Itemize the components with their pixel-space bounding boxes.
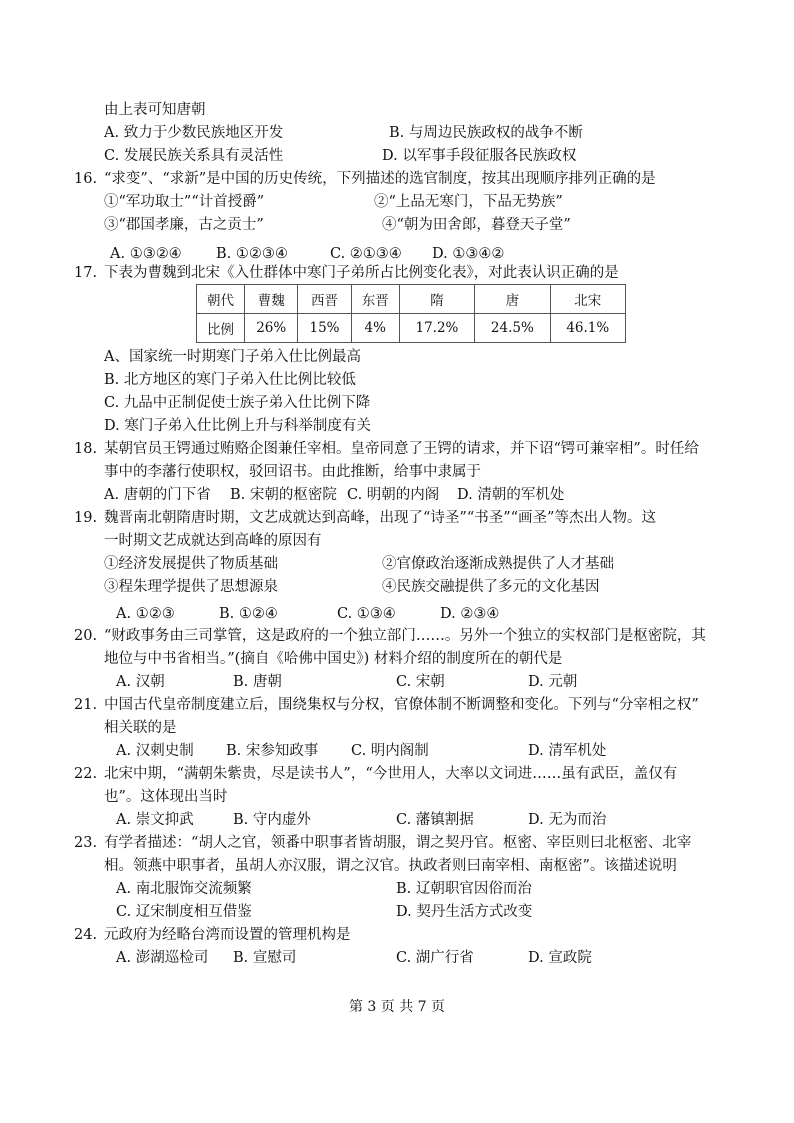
table-cell: 曹魏	[245, 285, 298, 314]
q21-option-d: D. 清军机处	[528, 743, 607, 759]
table-row	[197, 314, 626, 343]
q21-option-c: C. 明内阁制	[351, 743, 429, 759]
q20-option-d: D. 元朝	[528, 674, 578, 690]
q16-stem: “求变”、“求新”是中国的历史传统，下列描述的选官制度，按其出现顺序排列正确的是	[104, 171, 656, 187]
q15-option-b: B. 与周边民族政权的战争不断	[389, 125, 583, 141]
table-cell: 朝代	[197, 285, 245, 314]
q18-option-d: D. 清朝的军机处	[457, 487, 565, 503]
q19-item-2: ②官僚政治逐渐成熟提供了人才基础	[382, 556, 614, 572]
q16-item-2: ②“上品无寒门，下品无势族”	[374, 194, 563, 210]
q20-option-b: B. 唐朝	[233, 674, 282, 690]
q19-item-3: ③程朱理学提供了思想源泉	[104, 579, 278, 595]
q15-option-d: D. 以军事手段征服各民族政权	[382, 148, 577, 164]
q20-option-c: C. 宋朝	[396, 674, 445, 690]
q22-stem-line-1: 北宋中期，“满朝朱紫贵，尽是读书人”，“今世用人，大率以文词进……虽有武臣，盖仅有	[104, 766, 678, 782]
q21-stem-line-2: 相关联的是	[104, 720, 177, 736]
q19-number: 19.	[74, 510, 98, 526]
q23-option-b: B. 辽朝职官因俗而治	[396, 881, 532, 897]
q19-option-d: D. ②③④	[440, 606, 500, 622]
q18-option-c: C. 明朝的内阁	[347, 487, 440, 503]
q19-option-a: A. ①②③	[116, 606, 175, 622]
table-cell: 隋	[399, 285, 474, 314]
q24-option-d: D. 宣政院	[528, 950, 592, 966]
page-footer: 第 3 页 共 7 页	[348, 999, 446, 1015]
q20-stem-line-2: 地位与中书省相当。”(摘自《哈佛中国史》) 材料介绍的制度所在的朝代是	[104, 651, 563, 667]
q17-option-b: B. 北方地区的寒门子弟入仕比例比较低	[104, 372, 356, 388]
q18-option-a: A. 唐朝的门下省	[104, 487, 211, 503]
q22-option-a: A. 崇文抑武	[116, 812, 194, 828]
q23-option-c: C. 辽宋制度相互借鉴	[116, 904, 252, 920]
q18-number: 18.	[74, 441, 98, 457]
q24-option-a: A. 澎湖巡检司	[116, 950, 209, 966]
q22-number: 22.	[74, 766, 98, 782]
table-cell: 15%	[298, 314, 351, 343]
table-cell: 17.2%	[399, 314, 474, 343]
q17-option-c: C. 九品中正制促使士族子弟入仕比例下降	[104, 395, 371, 411]
table-cell: 46.1%	[550, 314, 625, 343]
table-cell: 唐	[475, 285, 550, 314]
q18-stem-line-2: 事中的李藩行使职权，驳回诏书。由此推断，给事中隶属于	[104, 464, 481, 480]
q20-stem-line-1: “财政事务由三司掌管，这是政府的一个独立部门……。另外一个独立的实权部门是枢密院，其	[104, 628, 706, 644]
q17-number: 17.	[74, 265, 98, 281]
q22-stem-line-2: 也”。这体现出当时	[104, 789, 228, 805]
q23-stem-line-2: 相。领燕中职事者，虽胡人亦汉服，谓之汉官。执政者则曰南宰相、南枢密”。该描述说明	[104, 858, 677, 874]
table-cell: 比例	[197, 314, 245, 343]
q20-option-a: A. 汉朝	[116, 674, 165, 690]
q16-item-4: ④“朝为田舍郎，暮登天子堂”	[382, 217, 571, 233]
q24-option-c: C. 湖广行省	[396, 950, 474, 966]
q17-option-d: D. 寒门子弟入仕比例上升与科举制度有关	[104, 418, 371, 434]
q19-option-b: B. ①②④	[219, 606, 278, 622]
q16-option-d: D. ①③④②	[432, 246, 505, 262]
q18-option-b: B. 宋朝的枢密院	[230, 487, 337, 503]
table-cell: 东晋	[351, 285, 399, 314]
q22-option-c: C. 藩镇割据	[396, 812, 474, 828]
q21-stem-line-1: 中国古代皇帝制度建立后，围绕集权与分权，官僚体制不断调整和变化。下列与“分宰相之权”	[104, 697, 699, 713]
q24-option-b: B. 宣慰司	[233, 950, 297, 966]
q17-stem: 下表为曹魏到北宋《入仕群体中寒门子弟所占比例变化表》，对此表认识正确的是	[104, 265, 619, 281]
q24-number: 24.	[74, 927, 98, 943]
q23-option-a: A. 南北服饰交流频繁	[116, 881, 252, 897]
table-header-row	[197, 285, 626, 314]
q23-stem-line-1: 有学者描述：“胡人之官，领番中职事者皆胡服，谓之契丹官。枢密、宰臣则曰北枢密、北宰	[104, 835, 692, 851]
q23-number: 23.	[74, 835, 98, 851]
table-cell: 西晋	[298, 285, 351, 314]
q16-option-a: A. ①③②④	[110, 246, 182, 262]
q22-option-d: D. 无为而治	[528, 812, 607, 828]
q18-stem-line-1: 某朝官员王锷通过贿赂企图兼任宰相。皇帝同意了王锷的请求，并下诏“锷可兼宰相”。时任给	[104, 441, 699, 457]
q16-item-3: ③“郡国孝廉，古之贡士”	[104, 217, 264, 233]
q16-number: 16.	[74, 171, 98, 187]
q19-option-c: C. ①③④	[337, 606, 396, 622]
ratio-table	[196, 284, 626, 343]
q19-stem-line-1: 魏晋南北朝隋唐时期，文艺成就达到高峰，出现了“诗圣”“书圣”“画圣”等杰出人物。这	[104, 510, 656, 526]
q21-number: 21.	[74, 697, 98, 713]
q15-stem: 由上表可知唐朝	[104, 102, 206, 118]
q24-stem: 元政府为经略台湾而设置的管理机构是	[104, 927, 351, 943]
table-cell: 26%	[245, 314, 298, 343]
q17-option-a: A、国家统一时期寒门子弟入仕比例最高	[104, 349, 361, 365]
q15-option-a: A. 致力于少数民族地区开发	[104, 125, 284, 141]
q20-number: 20.	[74, 628, 98, 644]
q22-option-b: B. 守内虚外	[233, 812, 311, 828]
q19-stem-line-2: 一时期文艺成就达到高峰的原因有	[104, 533, 322, 549]
table-cell: 24.5%	[475, 314, 550, 343]
q16-item-1: ①“军功取士”“计首授爵”	[104, 194, 265, 210]
q16-option-c: C. ②①③④	[330, 246, 402, 262]
q19-item-4: ④民族交融提供了多元的文化基因	[382, 579, 600, 595]
table-cell: 北宋	[550, 285, 625, 314]
q15-option-c: C. 发展民族关系具有灵活性	[104, 148, 284, 164]
q21-option-a: A. 汉刺史制	[116, 743, 194, 759]
q19-item-1: ①经济发展提供了物质基础	[104, 556, 278, 572]
q23-option-d: D. 契丹生活方式改变	[396, 904, 533, 920]
table-cell: 4%	[351, 314, 399, 343]
q16-option-b: B. ①②③④	[216, 246, 288, 262]
q21-option-b: B. 宋参知政事	[226, 743, 319, 759]
